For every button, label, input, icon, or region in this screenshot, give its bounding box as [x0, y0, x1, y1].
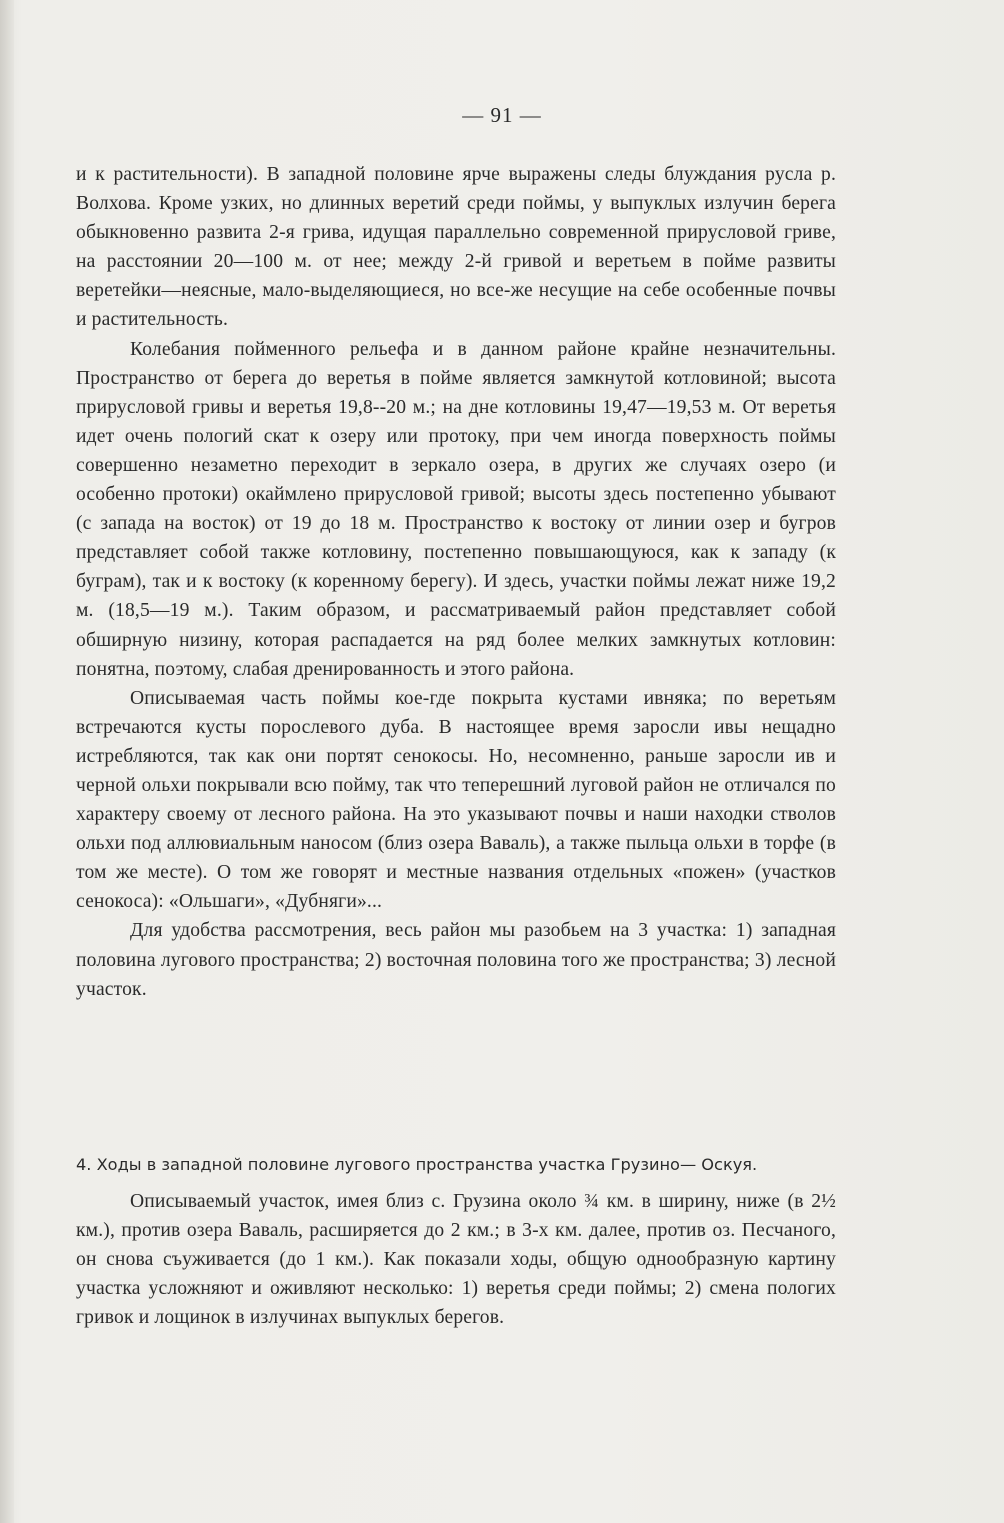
- body-text-top: [76, 160, 836, 1004]
- body-text-bottom: [76, 1187, 836, 1332]
- paragraph-section-body: Описываемый участок, имея близ с. Грузина около ¾ км. в ширину, ниже (в 2½ км.), против озера Ваваль, расширяется до 2 км.; в 3-х км. далее, против оз. Песчаного, он снова съуживается (до 1 км.). Как показали ходы, общую однообразную картину участка усложняют и оживляют несколько: 1) веретья среди поймы; 2) смена пологих гривок и лощинок в излучинах выпуклых берегов.: [76, 1191, 836, 1329]
- section-heading: 4. Ходы в западной половине лугового пространства участка Грузино— Оскуя.: [76, 1155, 758, 1174]
- page-binding-edge: [0, 0, 14, 1523]
- paragraph-division: Для удобства рассмотрения, весь район мы разобьем на 3 участка: 1) западная половина лугового пространства; 2) восточная половина того же пространства; 3) лесной участок.: [76, 920, 836, 1000]
- paragraph-relief: Колебания пойменного рельефа и в данном районе крайне незначительны. Пространство от берега до веретья в пойме является замкнутой котловиной; высота прирусловой гривы и веретья 19,8--20 м.; на дне котловины 19,47—19,53 м. От веретья идет очень пологий скат к озеру или протоку, при чем иногда поверхность поймы совершенно незаметно переходит в зеркало озера, в других же случаях озеро (и особенно протоки) окаймлено прирусловой гривой; высоты здесь постепенно убывают (с запада на восток) от 19 до 18 м. Пространство к востоку от линии озер и бугров представляет собой также котловину, постепенно повышающуюся, как к западу (к буграм), так и к востоку (к коренному берегу). И здесь, участки поймы лежат ниже 19,2 м. (18,5—19 м.). Таким образом, и рассматриваемый район представляет собой обширную низину, которая распадается на ряд более мелких замкнутых котловин: понятна, поэтому, слабая дренированность и этого района.: [76, 338, 836, 680]
- page-number: — 91 —: [462, 103, 542, 127]
- paragraph-continued: и к растительности). В западной половине ярче выражены следы блуждания русла р. Волхова. Кроме узких, но длинных веретий среди поймы, у выпуклых излучин берега обыкновенно развита 2-я грива, идущая параллельно современной прирусловой гриве, на расстоянии 20—100 м. от нее; между 2-й гривой и веретьем в пойме развиты веретейки—неясные, мало-выделяющиеся, но все-же несущие на себе особенные почвы и растительность.: [76, 164, 836, 331]
- paragraph-vegetation: Описываемая часть поймы кое-где покрыта кустами ивняка; по веретьям встречаются кусты порослевого дуба. В настоящее время заросли ивы нещадно истребляются, так как они портят сенокосы. Но, несомненно, раньше заросли ив и черной ольхи покрывали всю пойму, так что теперешний луговой район не отличался по характеру своему от лесного района. На это указывают почвы и наши находки стволов ольхи под аллювиальным наносом (близ озера Ваваль), а также пыльца ольхи в торфе (в том же месте). О том же говорят и местные названия отдельных «пожен» (участков сенокоса): «Ольшаги», «Дубняги»...: [76, 687, 836, 913]
